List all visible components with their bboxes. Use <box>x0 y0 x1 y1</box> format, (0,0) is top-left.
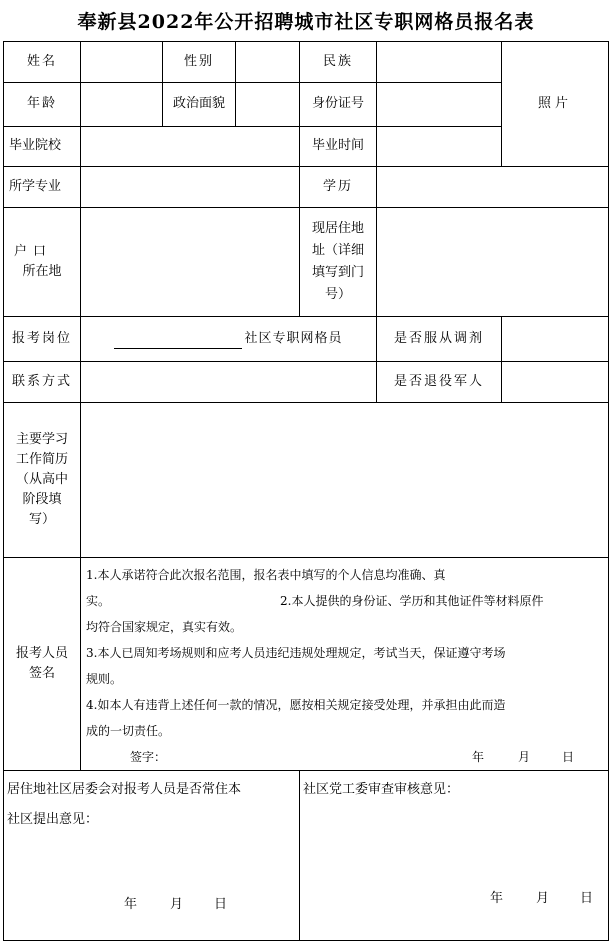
sign-year: 年 <box>472 750 485 764</box>
label-hukou-line1: 户口 <box>14 243 53 259</box>
input-education[interactable] <box>377 167 609 208</box>
community-year: 年 <box>124 897 138 912</box>
input-age[interactable] <box>81 83 163 127</box>
label-gender: 性别 <box>163 42 236 83</box>
label-school: 毕业院校 <box>4 127 81 167</box>
party-opinion-line1: 社区党工委审查审核意见： <box>303 782 460 797</box>
community-opinion-line1: 居住地社区居委会对报考人员是否常住本 <box>7 782 242 797</box>
pledge-text <box>81 558 609 771</box>
pledge-line-3: 均符合国家规定，真实有效。 <box>86 620 243 634</box>
input-veteran[interactable] <box>502 362 609 403</box>
input-major[interactable] <box>81 167 300 208</box>
label-resume-line5: 写） <box>28 512 55 528</box>
label-veteran: 是否退役军人 <box>377 362 502 403</box>
party-month: 月 <box>536 891 550 906</box>
party-committee-opinion-box[interactable] <box>300 771 609 941</box>
label-resume-line1: 主要学习 <box>15 431 68 447</box>
pledge-line-5: 规则。 <box>86 672 123 686</box>
input-address[interactable] <box>377 208 609 317</box>
input-position[interactable] <box>81 317 377 362</box>
label-id-number: 身份证号 <box>300 83 377 127</box>
pledge-line-2b: 2.本人提供的身份证、学历和其他证件等材料原件 <box>280 594 544 608</box>
community-opinion-date <box>4 890 299 910</box>
photo-box[interactable] <box>502 42 609 167</box>
label-age: 年龄 <box>4 83 81 127</box>
input-id-number[interactable] <box>377 83 502 127</box>
label-name: 姓名 <box>4 42 81 83</box>
input-accept-transfer[interactable] <box>502 317 609 362</box>
input-contact[interactable] <box>81 362 377 403</box>
sign-label: 签字： <box>130 750 167 764</box>
label-resume-line4: 阶段填 <box>22 492 62 508</box>
community-opinion-line2: 社区提出意见： <box>7 812 99 827</box>
input-resume[interactable] <box>81 403 609 558</box>
community-day: 日 <box>214 897 228 912</box>
label-grad-time: 毕业时间 <box>300 127 377 167</box>
label-resume-line2: 工作简历 <box>15 451 68 467</box>
input-name[interactable] <box>81 42 163 83</box>
label-major: 所学专业 <box>4 167 81 208</box>
community-month: 月 <box>170 897 184 912</box>
input-ethnicity[interactable] <box>377 42 502 83</box>
pledge-line-2 <box>86 588 602 614</box>
party-year: 年 <box>490 891 504 906</box>
input-school[interactable] <box>81 127 300 167</box>
label-address-line3: 填写到门 <box>311 265 364 280</box>
community-opinion-box[interactable] <box>4 771 300 941</box>
label-signature-line1: 报考人员 <box>15 645 68 661</box>
label-position: 报考岗位 <box>4 317 81 362</box>
label-address-line2: 址（详细 <box>311 243 364 258</box>
label-contact: 联系方式 <box>4 362 81 403</box>
label-signature <box>4 558 81 771</box>
sign-month: 月 <box>518 750 531 764</box>
label-political-status: 政治面貌 <box>163 83 236 127</box>
sign-day: 日 <box>562 750 575 764</box>
input-gender[interactable] <box>236 42 300 83</box>
label-signature-line2: 签名 <box>28 666 55 681</box>
label-ethnicity: 民族 <box>300 42 377 83</box>
label-hukou <box>4 208 81 317</box>
pledge-line-1: 1.本人承诺符合此次报名范围，报名表中填写的个人信息均准确、真 <box>86 568 446 582</box>
form-title: 奉新县2022年公开招聘城市社区专职网格员报名表 <box>77 11 535 33</box>
label-address <box>300 208 377 317</box>
pledge-line-7: 成的一切责任。 <box>86 724 171 738</box>
label-address-line4: 号） <box>324 287 351 302</box>
input-political-status[interactable] <box>236 83 300 127</box>
label-education: 学历 <box>300 167 377 208</box>
party-day: 日 <box>580 891 594 906</box>
position-suffix: 社区专职网格员 <box>244 330 343 346</box>
input-grad-time[interactable] <box>377 127 502 167</box>
pledge-line-4: 3.本人已周知考场规则和应考人员违纪违规处理规定，考试当天，保证遵守考场 <box>86 646 506 660</box>
input-hukou[interactable] <box>81 208 300 317</box>
party-opinion-date <box>300 884 608 904</box>
label-address-line1: 现居住地 <box>311 221 364 236</box>
label-resume <box>4 403 81 558</box>
label-photo: 照片 <box>537 95 572 111</box>
position-blank-line[interactable] <box>114 336 242 349</box>
label-resume-line3: （从高中 <box>15 471 68 487</box>
label-accept-transfer: 是否服从调剂 <box>377 317 502 362</box>
registration-form <box>3 41 609 941</box>
pledge-line-6: 4.如本人有违背上述任何一款的情况，愿按相关规定接受处理，并承担由此而造 <box>86 698 506 712</box>
pledge-sign-row <box>86 744 602 770</box>
label-hukou-line2: 所在地 <box>22 264 62 279</box>
pledge-line-2a: 实。 <box>86 594 111 608</box>
